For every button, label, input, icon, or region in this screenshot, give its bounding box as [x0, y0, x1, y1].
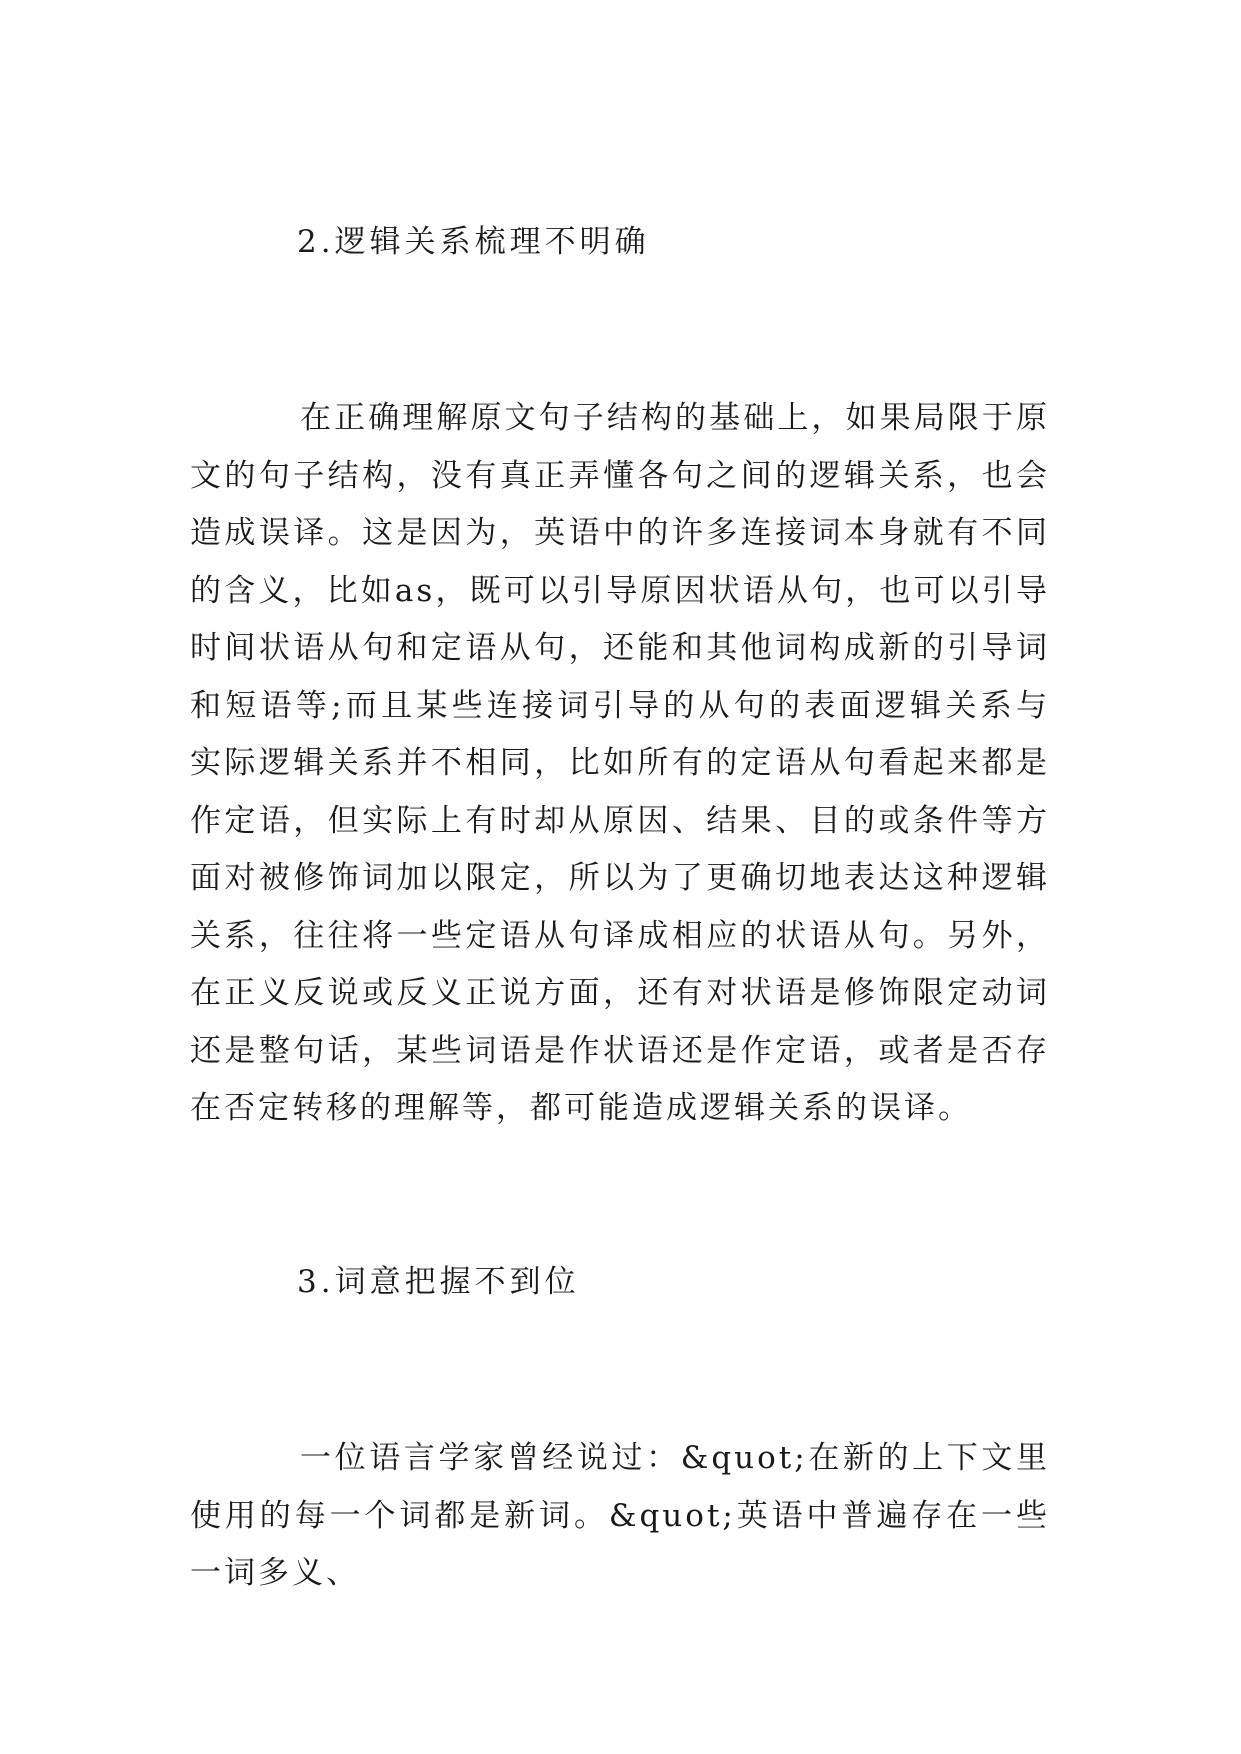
- section-paragraph-logic: 在正确理解原文句子结构的基础上，如果局限于原文的句子结构，没有真正弄懂各句之间的逻辑关系，也会造成误译。这是因为，英语中的许多连接词本身就有不同的含义，比如as，既可以引导原因状语从句，也可以引导时间状语从句和定语从句，还能和其他词构成新的引导词和短语等;而且某些连接词引导的从句的表面逻辑关系与实际逻辑关系并不相同，比如所有的定语从句看起来都是作定语，但实际上有时却从原因、结果、目的或条件等方面对被修饰词加以限定，所以为了更确切地表达这种逻辑关系，往往将一些定语从句译成相应的状语从句。另外，在正义反说或反义正说方面，还有对状语是修饰限定动词还是整句话，某些词语是作状语还是作定语，或者是否存在否定转移的理解等，都可能造成逻辑关系的误译。: [190, 400, 1050, 1126]
- section-heading-logic: 2.逻辑关系梳理不明确: [297, 224, 650, 260]
- section-heading-word-meaning: 3.词意把握不到位: [297, 1264, 580, 1300]
- section-paragraph-word-meaning: 一位语言学家曾经说过：&quot;在新的上下文里使用的每一个词都是新词。&quot;英语中普遍存在一些一词多义、: [190, 1440, 1050, 1591]
